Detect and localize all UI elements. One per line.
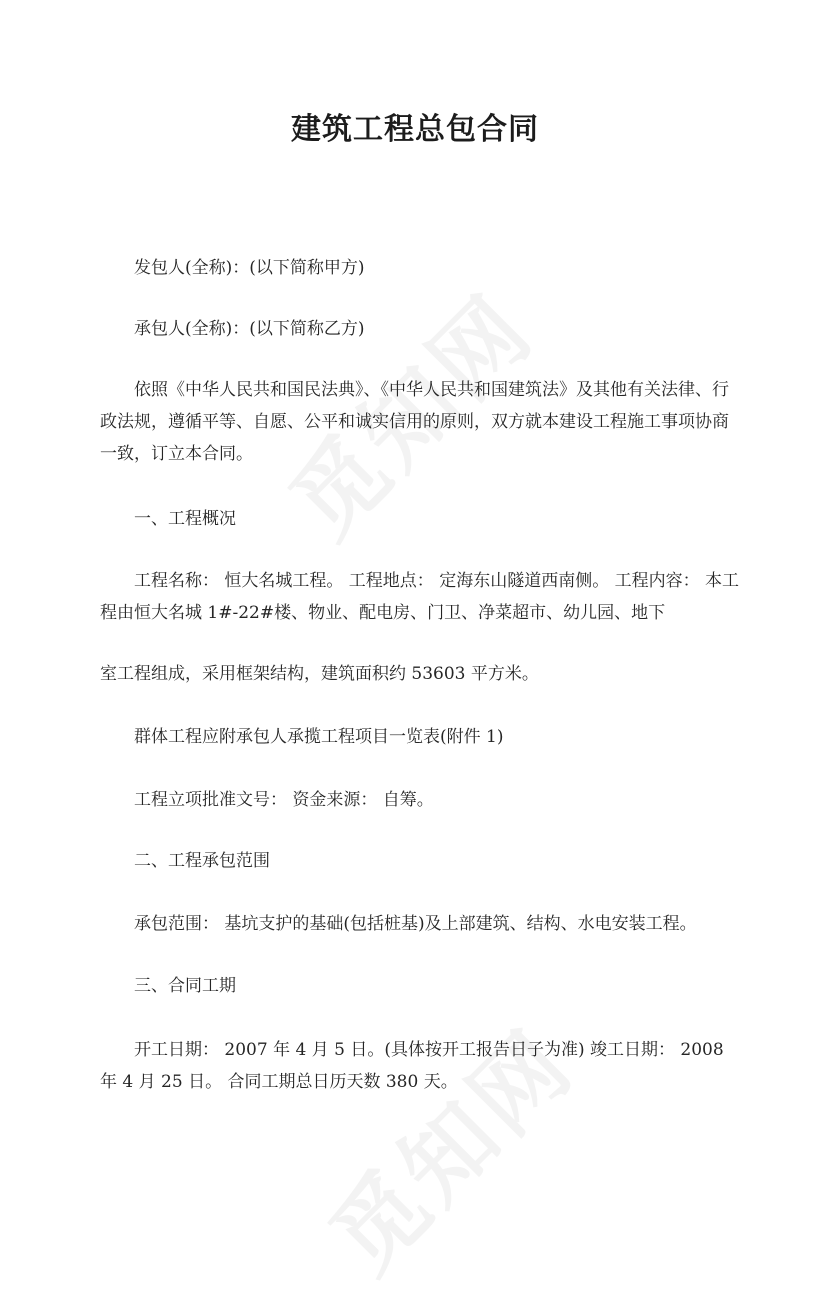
paragraph-project-info: 工程名称： 恒大名城工程。 工程地点： 定海东山隧道西南侧。 工程内容： 本工程由恒大名城 1#-22#楼、物业、配电房、门卫、净菜超市、幼儿园、地下 — [100, 571, 740, 623]
section-heading-scope: 二、工程承包范围 — [134, 851, 270, 871]
document-title: 建筑工程总包合同 — [291, 112, 539, 147]
paragraph-contractor: 承包人(全称)：(以下简称乙方) — [134, 319, 365, 339]
section-heading-contract-period: 三、合同工期 — [134, 976, 236, 996]
paragraph-project-list: 群体工程应附承包人承揽工程项目一览表(附件 1) — [134, 727, 504, 747]
paragraph-employer: 发包人(全称)：(以下简称甲方) — [134, 258, 365, 278]
section-heading-project-overview: 一、工程概况 — [134, 509, 236, 529]
paragraph-dates: 开工日期： 2007 年 4 月 5 日。(具体按开工报告日子为准) 竣工日期： 2008 年 4 月 25 日。 合同工期总日历天数 380 天。 — [100, 1040, 724, 1092]
paragraph-scope: 承包范围： 基坑支护的基础(包括桩基)及上部建筑、结构、水电安装工程。 — [134, 914, 697, 934]
paragraph-basis: 依照《中华人民共和国民法典》、《中华人民共和国建筑法》及其他有关法律、行政法规，遵循平等、自愿、公平和诚实信用的原则，双方就本建设工程施工事项协商一致，订立本合同。 — [100, 380, 729, 464]
paragraph-project-structure: 室工程组成，采用框架结构，建筑面积约 53603 平方米。 — [100, 664, 539, 684]
paragraph-approval-funding: 工程立项批准文号： 资金来源： 自筹。 — [134, 790, 434, 810]
